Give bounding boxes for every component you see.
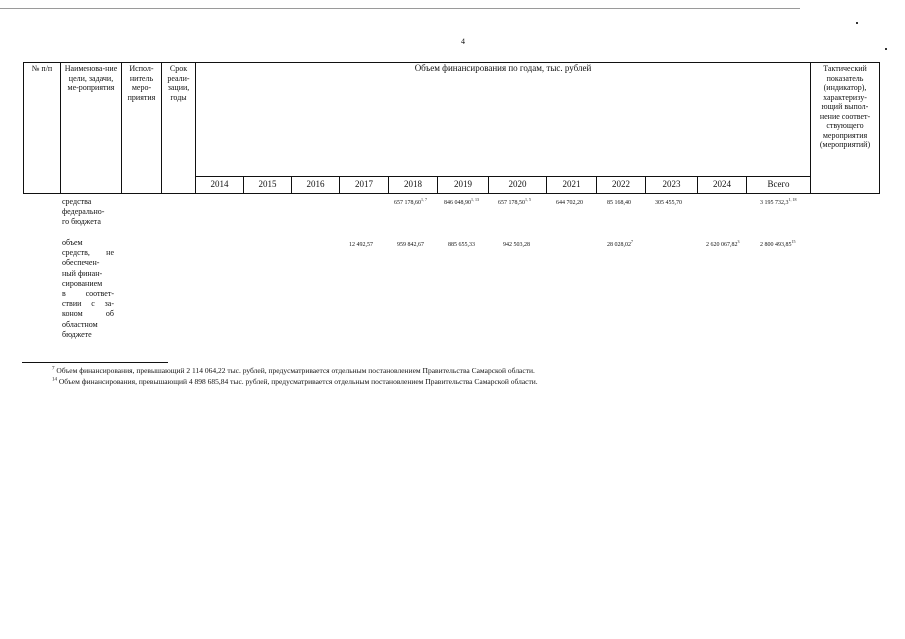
name-line: ный финан- xyxy=(62,268,103,278)
value-cell: 942 503,28 xyxy=(503,242,530,248)
year-2016: 2016 xyxy=(292,177,340,194)
row-unfunded-name xyxy=(62,238,114,340)
value-cell: 305 455,70 xyxy=(655,200,682,206)
name-line: в соответ- xyxy=(62,289,114,299)
header-executor: Испол-нитель меро-приятия xyxy=(122,63,162,194)
header-name: Наименова-ние цели, задачи, ме-роприятия xyxy=(61,63,122,194)
value-cell: 3 195 732,3$^{1, 18}$ xyxy=(760,197,797,206)
value-cell: 657 178,50$^{1, 5}$ xyxy=(498,197,531,206)
header-number: № п/п xyxy=(24,63,61,194)
year-2024: 2024 xyxy=(698,177,747,194)
value-cell: 12 492,57 xyxy=(349,242,373,248)
value-cell: 644 702,20 xyxy=(556,200,583,206)
year-2017: 2017 xyxy=(340,177,389,194)
year-2015: 2015 xyxy=(244,177,292,194)
year-2022: 2022 xyxy=(597,177,646,194)
footnote-separator xyxy=(22,362,168,363)
row-federal-name xyxy=(62,197,104,228)
funding-table-header xyxy=(23,62,880,194)
name-line: областном xyxy=(62,319,98,329)
header-indicator: Тактический показатель (индикатор), характеризу-ющий выпол-нение соответ-ствующего мероприятия (мероприятий) xyxy=(811,63,880,194)
scan-speck xyxy=(856,22,858,24)
value-cell: 885 655,33 xyxy=(448,242,475,248)
year-total: Всего xyxy=(747,177,811,194)
name-line: го бюджета xyxy=(62,217,101,227)
year-2020: 2020 xyxy=(489,177,547,194)
year-2023: 2023 xyxy=(646,177,698,194)
name-line: средства xyxy=(62,197,92,206)
header-term: Срок реали-зации, годы xyxy=(162,63,196,194)
scan-top-line xyxy=(0,8,800,9)
name-line: средств, не xyxy=(62,248,114,258)
year-2021: 2021 xyxy=(547,177,597,194)
value-cell: 959 842,67 xyxy=(397,242,424,248)
footnote: $^{14}$ Объем финансирования, превышающий 4 898 685,84 тыс. рублей, предусматривается отдельным постановлением Правительства Самарской области. xyxy=(52,377,538,386)
value-cell: 85 168,40 xyxy=(607,200,631,206)
value-cell: 846 048,90$^{1, 13}$ xyxy=(444,197,479,206)
value-cell: 2 800 493,85$^{15}$ xyxy=(760,239,796,248)
footnote: $^7$ Объем финансирования, превышающий 2 114 064,22 тыс. рублей, предусматривается отдельным постановлением Правительства Самарской области. xyxy=(52,366,535,375)
year-2019: 2019 xyxy=(438,177,489,194)
page-number: 4 xyxy=(461,37,465,46)
name-line: сированием xyxy=(62,278,103,288)
name-line: бюджете xyxy=(62,329,92,339)
value-cell: 657 178,60$^{1, 7}$ xyxy=(394,197,427,206)
value-cell: 28 028,02$^7$ xyxy=(607,239,633,248)
year-2014: 2014 xyxy=(196,177,244,194)
year-2018: 2018 xyxy=(389,177,438,194)
scan-speck xyxy=(885,48,887,50)
value-cell: 2 620 067,82$^3$ xyxy=(706,239,740,248)
header-funding: Объем финансирования по годам, тыс. рублей xyxy=(196,63,811,177)
name-line: обеспечен- xyxy=(62,258,100,268)
name-line: коном об xyxy=(62,309,114,319)
name-line: ствии с за- xyxy=(62,299,114,309)
name-line: объем xyxy=(62,238,83,247)
name-line: федерально- xyxy=(62,207,105,217)
